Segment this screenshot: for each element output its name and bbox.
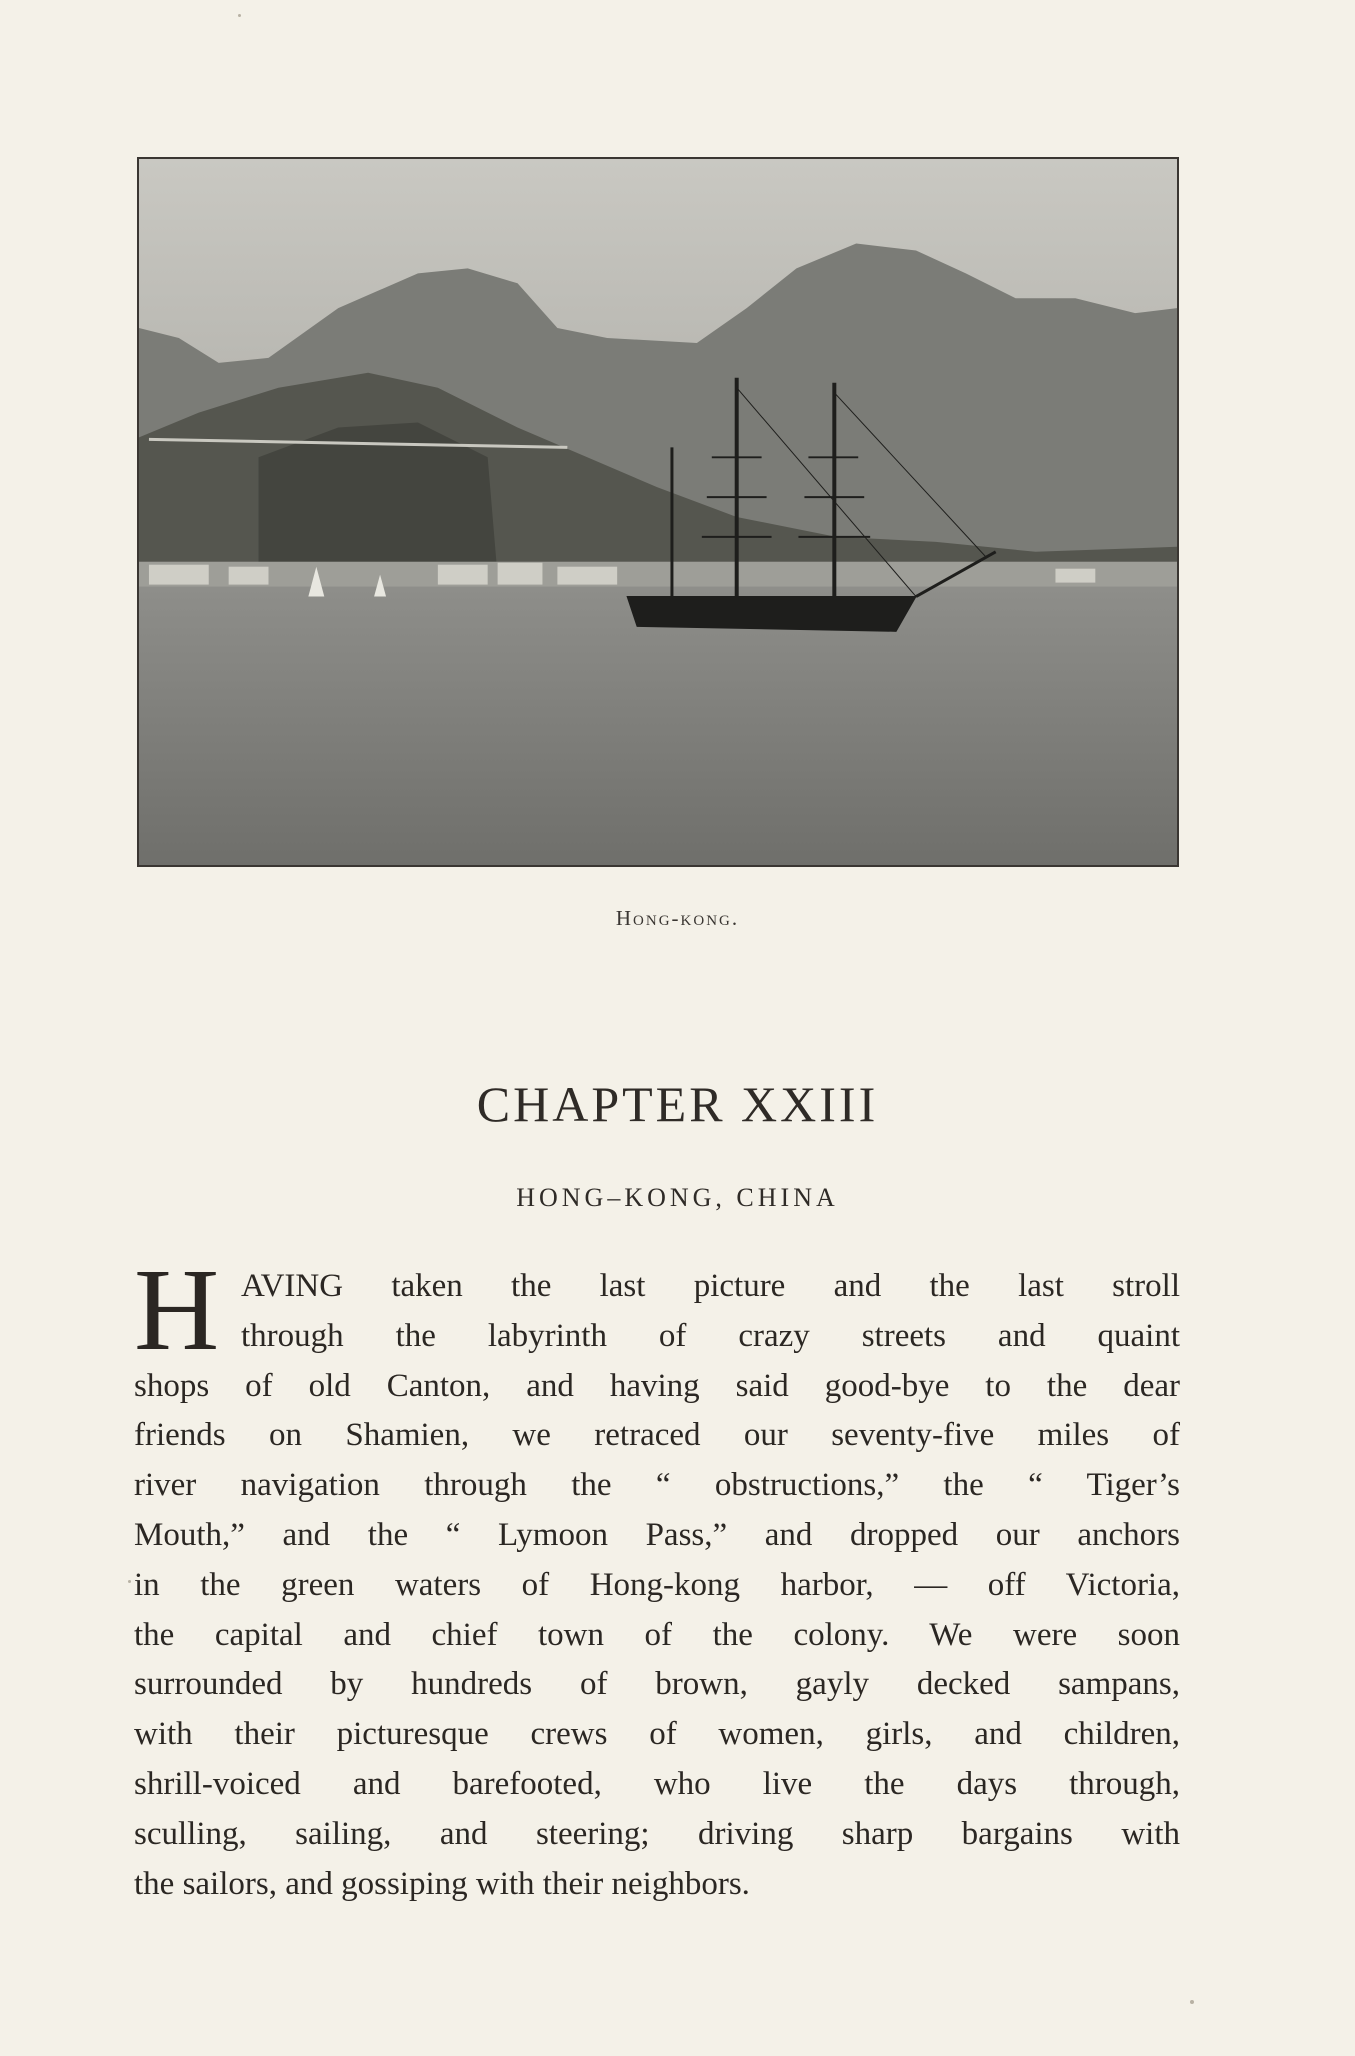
text-line: shops of old Canton, and having said good-bye to the dear: [134, 1367, 1180, 1404]
figure-caption: Hong-kong.: [615, 906, 740, 930]
text-line: shrill-voiced and barefooted, who live the days through,: [134, 1765, 1180, 1802]
text-line: surrounded by hundreds of brown, gayly decked sampans,: [134, 1666, 1180, 1703]
text-line: friends on Shamien, we retraced our seventy-five miles of: [134, 1417, 1180, 1454]
hong-kong-photograph: [137, 157, 1179, 867]
text-line: the capital and chief town of the colony. We were soon: [134, 1616, 1180, 1653]
text-line: in the green waters of Hong-kong harbor, — off Victoria,: [134, 1566, 1180, 1603]
text-line: sculling, sailing, and steering; driving sharp bargains with: [134, 1815, 1180, 1852]
harbor-water: [139, 587, 1177, 865]
text-line: the sailors, and gossiping with their neighbors.: [134, 1865, 750, 1902]
paper-speck: [238, 14, 241, 17]
text-line: with their picturesque crews of women, girls, and children,: [134, 1716, 1180, 1753]
harbor-illustration: [139, 159, 1177, 865]
paper-speck: [1190, 2000, 1194, 2004]
paper-speck: [128, 1580, 131, 1583]
text-line: through the labyrinth of crazy streets and quaint: [241, 1317, 1180, 1354]
text-line: Mouth,” and the “ Lymoon Pass,” and dropped our anchors: [134, 1516, 1180, 1553]
drop-cap: H: [134, 1244, 220, 1375]
chapter-subtitle: HONG–KONG, CHINA: [516, 1183, 839, 1212]
body-text: [134, 1244, 1180, 1909]
text-line: AVING taken the last picture and the last stroll: [241, 1268, 1180, 1304]
chapter-title: CHAPTER XXIII: [476, 1076, 879, 1132]
waterfront: [139, 562, 1177, 590]
text-line: river navigation through the “ obstructions,” the “ Tiger’s: [134, 1467, 1180, 1504]
